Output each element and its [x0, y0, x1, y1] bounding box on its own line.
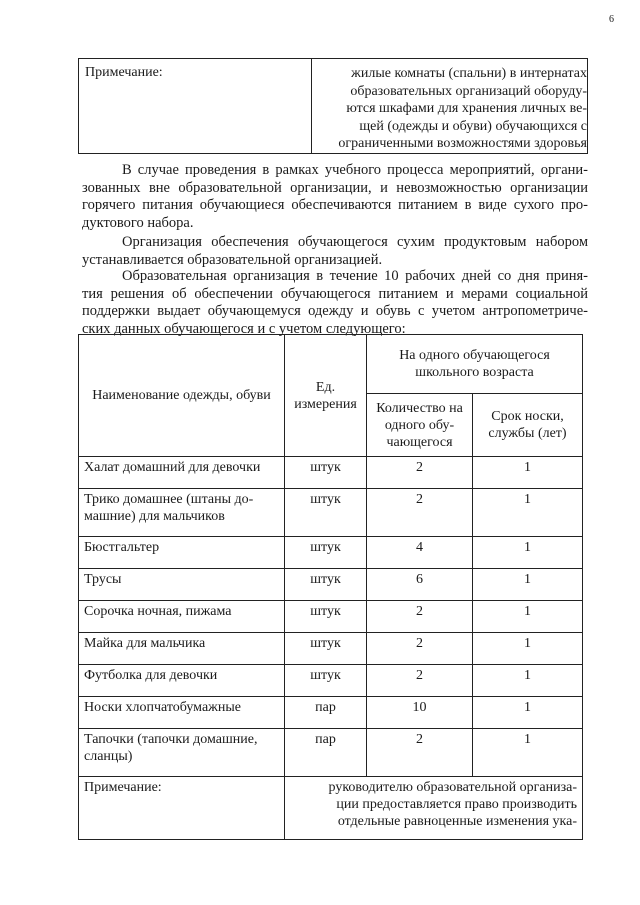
header-group: На одного обучающегося школьного возраста	[367, 335, 583, 394]
cell-name: Трико домашнее (штаны до-машние) для мальчиков	[79, 489, 285, 537]
cell-qty: 2	[367, 665, 473, 697]
header-unit: Ед. измерения	[285, 335, 367, 457]
top-note-table	[78, 58, 588, 154]
cell-name: Тапочки (тапочки домашние, сланцы)	[79, 729, 285, 777]
paragraph-line: устанавливается образовательной организацией.	[82, 251, 383, 268]
cell-term: 1	[473, 665, 583, 697]
table-row	[79, 537, 583, 569]
cell-unit: штук	[285, 633, 367, 665]
table-row	[79, 665, 583, 697]
paragraph-line: ских данных обучающегося и с учетом следующего:	[82, 320, 406, 337]
table-row	[79, 457, 583, 489]
cell-term: 1	[473, 489, 583, 537]
cell-qty: 2	[367, 457, 473, 489]
top-note-label: Примечание:	[85, 65, 163, 80]
top-note-line: жилые комнаты (спальни) в интернатах	[351, 66, 587, 81]
cell-name: Сорочка ночная, пижама	[79, 601, 285, 633]
cell-qty: 10	[367, 697, 473, 729]
cell-term: 1	[473, 537, 583, 569]
top-note-text	[313, 65, 587, 153]
paragraph-line: зованных вне образовательной организации, и невозможностью организации	[82, 179, 588, 196]
top-note-line: щей (одежды и обуви) обучающихся с	[359, 118, 587, 134]
header-term: Срок носки, службы (лет)	[473, 394, 583, 457]
cell-unit: штук	[285, 569, 367, 601]
paragraph-line: горячего питания обучающиеся обеспечиваются питанием в виде сухого про-	[82, 197, 588, 213]
table-note-line: отдельные равноценные изменения ука-	[337, 814, 578, 829]
table-note-line: руководителю образовательной организа-	[328, 780, 578, 795]
cell-qty: 2	[367, 601, 473, 633]
cell-unit: пар	[285, 697, 367, 729]
table-note-text	[285, 777, 583, 840]
header-qty: Количество на одного обу- чающегося	[367, 394, 473, 457]
top-note-line: ются шкафами для хранения личных ве-	[346, 101, 587, 116]
table-row	[79, 489, 583, 537]
table-note-row	[79, 777, 583, 840]
cell-term: 1	[473, 457, 583, 489]
paragraph-line: поддержки выдает обучающемуся одежду и обувь с учетом антропометриче-	[82, 303, 588, 319]
cell-name: Бюстгальтер	[79, 537, 285, 569]
paragraph-dry-ration	[82, 162, 588, 232]
cell-term: 1	[473, 601, 583, 633]
cell-unit: штук	[285, 665, 367, 697]
note-divider	[311, 59, 312, 153]
cell-name: Майка для мальчика	[79, 633, 285, 665]
cell-name: Футболка для девочки	[79, 665, 285, 697]
header-name: Наименование одежды, обуви	[79, 335, 285, 457]
paragraph-organization	[82, 234, 588, 269]
cell-term: 1	[473, 729, 583, 777]
paragraph-line: Образовательная организация в течение 10 рабочих дней со дня приня-	[122, 268, 588, 284]
cell-unit: пар	[285, 729, 367, 777]
table-row	[79, 633, 583, 665]
paragraph-line: дуктового набора.	[82, 214, 194, 231]
cell-name: Трусы	[79, 569, 285, 601]
table-row	[79, 601, 583, 633]
cell-name: Халат домашний для девочки	[79, 457, 285, 489]
cell-unit: штук	[285, 601, 367, 633]
cell-term: 1	[473, 569, 583, 601]
cell-qty: 4	[367, 537, 473, 569]
paragraph-clothing	[82, 268, 588, 338]
clothing-table	[78, 334, 583, 840]
table-note-label: Примечание:	[79, 777, 285, 840]
cell-name: Носки хлопчатобумажные	[79, 697, 285, 729]
table-row	[79, 729, 583, 777]
paragraph-line: тия решения об обеспечении обучающегося питанием и мерами социальной	[82, 285, 588, 302]
cell-qty: 2	[367, 489, 473, 537]
table-row	[79, 569, 583, 601]
cell-qty: 6	[367, 569, 473, 601]
table-row	[79, 697, 583, 729]
top-note-line: образовательных организаций оборуду-	[350, 83, 587, 99]
paragraph-line: В случае проведения в рамках учебного процесса мероприятий, органи-	[122, 162, 588, 178]
cell-qty: 2	[367, 633, 473, 665]
top-note-line: ограниченными возможностями здоровья	[338, 136, 587, 151]
table-note-line: ции предоставляется право производить	[336, 797, 578, 812]
cell-unit: штук	[285, 457, 367, 489]
cell-term: 1	[473, 697, 583, 729]
cell-qty: 2	[367, 729, 473, 777]
cell-unit: штук	[285, 489, 367, 537]
page-number: 6	[609, 14, 614, 25]
cell-term: 1	[473, 633, 583, 665]
paragraph-line: Организация обеспечения обучающегося сухим продуктовым набором	[122, 234, 588, 250]
cell-unit: штук	[285, 537, 367, 569]
